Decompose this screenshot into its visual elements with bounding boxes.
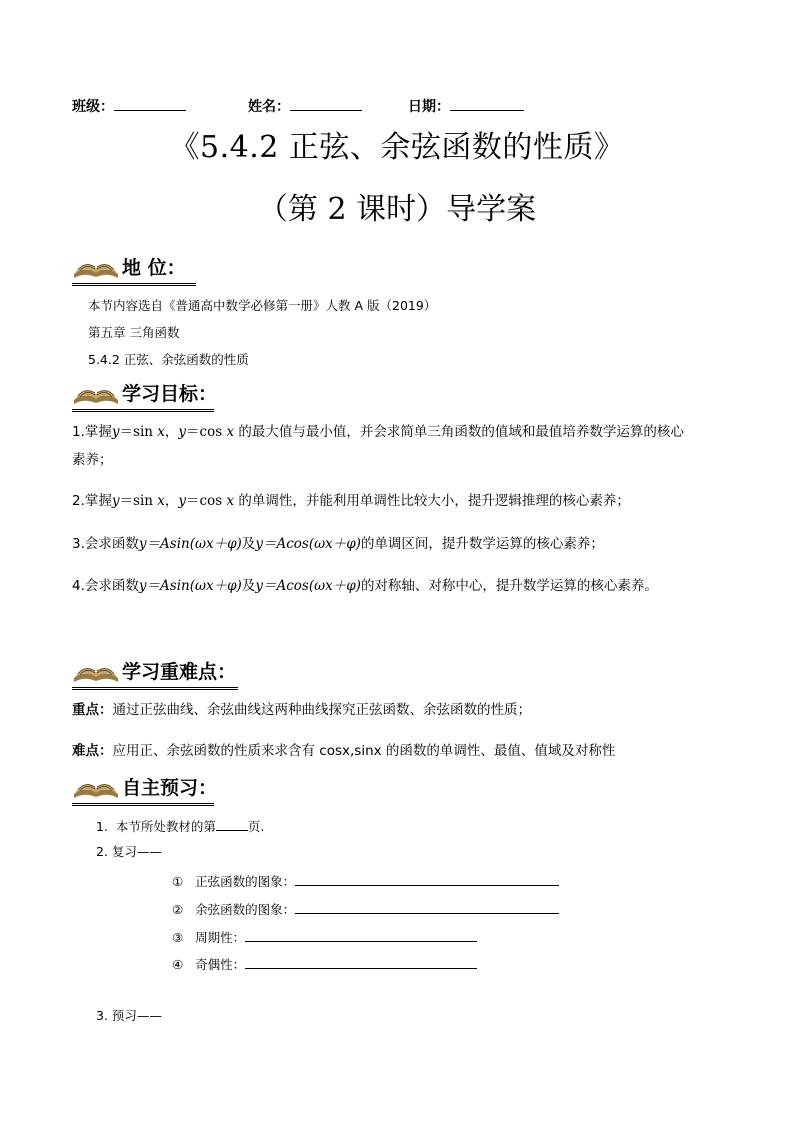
objective-item: 3.会求函数y＝Asin(ωx＋φ)及y＝Acos(ωx＋φ)的单调区间，提升数学运算的核心素养；	[72, 536, 604, 552]
review-subitem: ② 余弦函数的图象：	[172, 898, 559, 920]
section-heading-key-points	[72, 658, 262, 686]
date-label: 日期：	[408, 99, 450, 115]
preview-item-3: 3. 预习——	[96, 1008, 162, 1023]
section-heading-position	[72, 254, 222, 282]
section-heading-objectives	[72, 380, 242, 408]
position-line: 本节内容选自《普通高中数学必修第一册》人教 A 版（2019）	[88, 298, 437, 313]
review-subitem: ① 正弦函数的图象：	[172, 870, 559, 892]
date-field	[408, 96, 524, 117]
section-title-key-points: 学习重难点：	[122, 661, 237, 683]
section-title-preview: 自主预习：	[122, 777, 218, 799]
book-icon	[72, 774, 120, 800]
heading-underline	[72, 279, 196, 286]
preview-item-2: 2. 复习——	[96, 844, 162, 859]
answer-blank[interactable]	[245, 953, 477, 969]
focus-label: 重点：	[72, 702, 113, 718]
date-blank[interactable]	[450, 96, 524, 111]
heading-underline	[72, 683, 238, 690]
class-field	[72, 96, 186, 117]
focus-line	[72, 700, 531, 720]
difficulty-label: 难点：	[72, 743, 113, 759]
objective-item: 4.会求函数y＝Asin(ωx＋φ)及y＝Acos(ωx＋φ)的对称轴、对称中心，提升数学运算的核心素养。	[72, 578, 658, 594]
heading-underline	[72, 799, 214, 806]
page-number-blank[interactable]	[216, 815, 248, 831]
difficulty-text: 应用正、余弦函数的性质来求含有 cosx,sinx 的函数的单调性、最值、值域及对称性	[112, 743, 616, 759]
difficulty-line	[72, 741, 615, 761]
name-label: 姓名：	[248, 99, 290, 115]
position-line: 5.4.2 正弦、余弦函数的性质	[88, 352, 249, 367]
section-title-position: 地 位：	[122, 257, 186, 279]
section-heading-preview	[72, 774, 232, 802]
page-subtitle: （第 2 课时）导学案	[257, 192, 537, 227]
class-blank[interactable]	[114, 96, 186, 111]
objective-item: 1.掌握y＝sin x，y＝cos x 的最大值与最小值，并会求简单三角函数的值域和最值培养数学运算的核心 素养；	[72, 424, 684, 468]
answer-blank[interactable]	[245, 926, 477, 942]
heading-underline	[72, 405, 214, 412]
focus-text: 通过正弦曲线、余弦曲线这两种曲线探究正弦函数、余弦函数的性质；	[112, 702, 531, 718]
book-icon	[72, 380, 120, 406]
book-icon	[72, 658, 120, 684]
objective-item: 2.掌握y＝sin x，y＝cos x 的单调性，并能利用单调性比较大小，提升逻辑推理的核心素养；	[72, 493, 630, 509]
review-subitem: ③ 周期性：	[172, 926, 477, 948]
answer-blank[interactable]	[295, 870, 559, 886]
page-title: 《5.4.2 正弦、余弦函数的性质》	[169, 130, 625, 165]
position-line: 第五章 三角函数	[88, 325, 180, 340]
preview-item-1: 1. 本节所处教材的第 页.	[96, 815, 264, 837]
name-field	[248, 96, 362, 117]
class-label: 班级：	[72, 99, 114, 115]
name-blank[interactable]	[290, 96, 362, 111]
answer-blank[interactable]	[295, 898, 559, 914]
section-title-objectives: 学习目标：	[122, 383, 218, 405]
review-subitem: ④ 奇偶性：	[172, 953, 477, 975]
book-icon	[72, 254, 120, 280]
